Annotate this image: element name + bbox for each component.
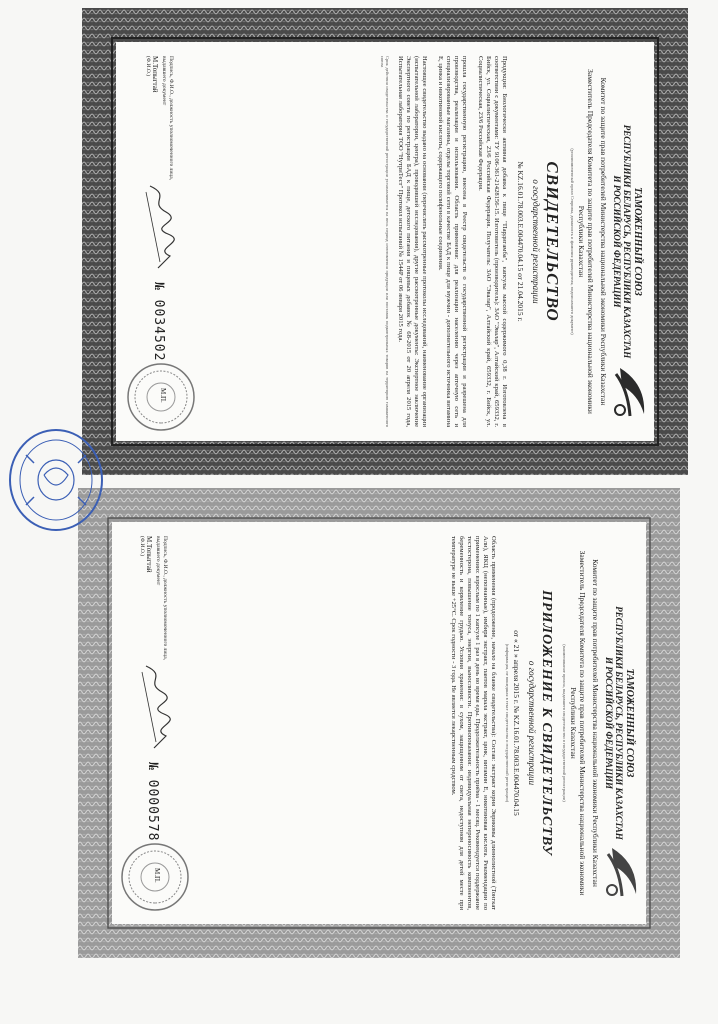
- document-subtitle: о государственной регистрации: [531, 179, 541, 304]
- basis-documents: Настоящее свидетельство выдано на основании (перечислить рассмотренные протоколы исследований, наименование организации (испытательной лаборатории, центра), проводившей исследования), другие рассмотренные документы: Экспертное заключение Экспертного совета по регистрации БАД к пище, детского питания и пищевых добавок № 68-2015 от 20 апреля 2015 года, Испытательная лаборатория ТОО "НутриТест" Протокол испытаний № 1544Р от 06 января 2015 года.: [397, 56, 428, 427]
- committee-name: Комитет по защите прав потребителей Министерства национальной экономики Республики Казахстан: [599, 77, 608, 406]
- handwritten-signature: [142, 182, 178, 272]
- document-title: ПРИЛОЖЕНИЕ К СВИДЕТЕЛЬСТВУ: [539, 590, 554, 856]
- caption-authority: (наименование органа, выдавшего свидетельство о государственной регистрации): [562, 644, 567, 802]
- deputy-title: Заместитель Председателя Комитета по защите прав потребителей Министерства национальной экономики Республики Казахстан: [577, 69, 595, 414]
- appendix-sheet: [78, 488, 680, 958]
- caption-authority: (уполномоченный орган Стороны, должность и фамилия руководителя, подписавшего документ): [570, 148, 575, 335]
- signer-name: М.Топыгтай: [151, 56, 159, 93]
- signer-name: М.Топыгтай: [145, 536, 153, 573]
- handwritten-signature: [138, 662, 174, 752]
- header-line-2: РЕСПУБЛИКИ БЕЛАРУСЬ, РЕСПУБЛИКИ КАЗАХСТАН: [614, 606, 624, 840]
- header-line-1: ТАМОЖЕННЫЙ СОЮЗ: [632, 187, 643, 296]
- appendix-content-area: [112, 522, 646, 924]
- customs-union-logo-icon: [608, 364, 650, 420]
- signer-fio: (Ф.И.О.): [145, 56, 152, 77]
- signer-block: [139, 536, 168, 666]
- serial-number: № 0034502: [151, 282, 166, 362]
- seal-label: М.П.: [159, 388, 167, 403]
- customs-union-logo-icon: [600, 844, 642, 900]
- document-title: СВИДЕТЕЛЬСТВО: [543, 161, 562, 322]
- header-line-1: ТАМОЖЕННЫЙ СОЮЗ: [624, 668, 635, 778]
- document-subtitle: о государственной регистрации: [527, 660, 537, 786]
- certificate-content-area: [116, 42, 654, 441]
- appendix-body: Область применения (продолжение, начало на бланке свидетельства): Состав: экстракт корня Эврикомы длиннолистной (Тонгкат Али), ЯКЦ (непознанные), имбиря экстракт, пантов марала экстракт, цинк, витамин Е, никотиновая кислота. Рекомендации по применению: взрослым по 1 капсуле 1 раз в день во время еды. Продолжительность приёма - 1 месяц. Рекомендуется поддержание тестостерона, повышение тонуса, энергии, выносливости. Противопоказания: индивидуальная непереносимость компонентов, беременность и кормление грудью. Условия хранения: в сухом, защищенном от света, недоступном для детей месте при температуре не выше +25°С. Срок годности - 3 года. Не является лекарственным средством.: [450, 536, 497, 910]
- signer-caption: Подпись, Ф.И.О., должность уполномоченного лица, выдавшего документ: [155, 536, 168, 661]
- header-line-2: РЕСПУБЛИКИ БЕЛАРУСЬ, РЕСПУБЛИКИ КАЗАХСТАН: [622, 124, 632, 359]
- signer-block: [145, 56, 174, 186]
- signer-fio: (Ф.И.О.): [139, 536, 146, 557]
- registration-scope: прошла государственную регистрацию, внесена в Реестр свидетельств о государственной регистрации и разрешена для производства, реализации и использования. Область применения: для реализации населению через аптечную сеть и специализированные магазины, отделы торговой сети в качестве БАД к пище для мужчин - дополнительного источника витамина Е, цинка и никотиновой кислоты, содержащего полифенольные соединения.: [437, 56, 468, 427]
- committee-name: Комитет по защите прав потребителей Министерства национальной экономики Республики Казахстан: [591, 559, 600, 887]
- signer-caption: Подпись, Ф.И.О., должность уполномоченного лица, выдавшего документ: [161, 56, 174, 181]
- caption-registration: (информация, не вошедшая в текст свидетельства о государственной регистрации): [505, 643, 510, 803]
- serial-number: № 0000578: [145, 762, 160, 842]
- certificate-sheet: [82, 8, 688, 475]
- header-line-3: И РОССИЙСКОЙ ФЕДЕРАЦИИ: [612, 175, 622, 308]
- seal-label: М.П.: [153, 868, 161, 883]
- header-line-3: И РОССИЙСКОЙ ФЕДЕРАЦИИ: [604, 656, 614, 790]
- validity-note: Срок действия свидетельства о государственной регистрации устанавливается на весь период изготовления продукции или поставок подконтрольных товаров на территорию таможенного союза: [380, 56, 390, 427]
- registration-number: № KZ.16.01.78.003.E.004470.04.15 от 21.04.2015 г.: [516, 161, 525, 322]
- appendix-rotated-content: [112, 522, 646, 924]
- company-stamp-icon: [6, 425, 106, 535]
- product-description: Продукция: Биологически активная добавка к пище "Пардигамба", капсулы массой содержимого 0,38 г. Изготовлена в соответствии с документами: ТУ 9106-361-21428156-15. Изготовитель (производитель): ЗАО "Эвалар", Алтайский край, 659332, г. Бийск, ул. Социалистическая, 23/6 Российская Федерация. Получатель: ЗАО "Эвалар", Алтайский край, 659332, г. Бийск, ул. Социалистическая, 23/6 Российская Федерация.: [477, 56, 508, 427]
- registration-number: от « 21 » апреля 2015 г. № KZ.16.01.78.003.E.004470.04.15: [512, 630, 521, 816]
- deputy-title: Заместитель Председателя Комитета по защите прав потребителей Министерства национальной экономики Республики Казахстан: [569, 550, 587, 896]
- certificate-rotated-content: [116, 42, 654, 441]
